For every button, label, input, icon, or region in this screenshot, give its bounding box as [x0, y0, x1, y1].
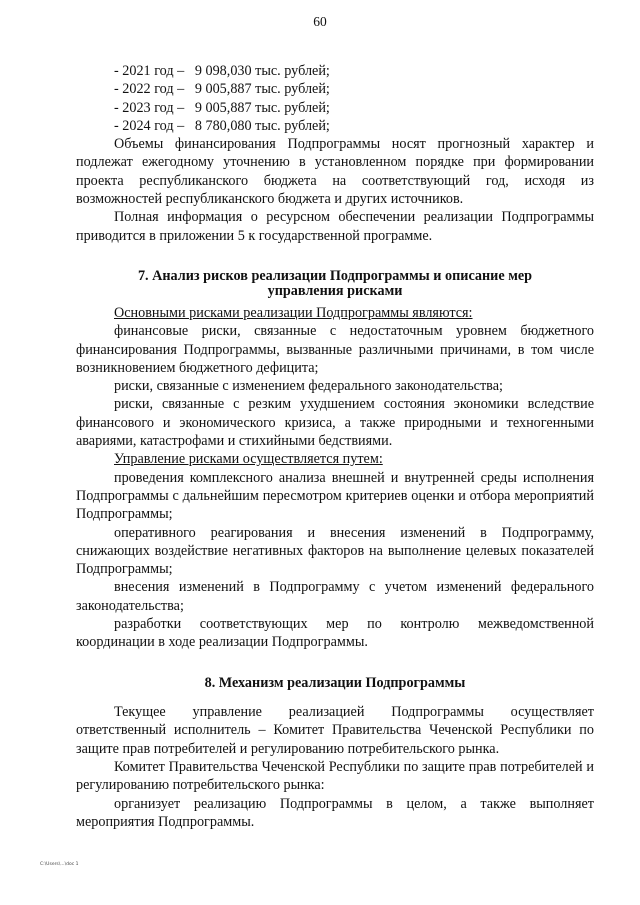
main-risks-title-text: Основными рисками реализации Подпрограммы являются: [114, 304, 473, 321]
funding-line-2022 [76, 80, 594, 98]
forecast-paragraph: Объемы финансирования Подпрограммы носят прогнозный характер и подлежат ежегодному уточнению в установленном порядке при формировании проекта республиканского бюджета на соответствующий год, исходя из возможностей республиканского бюджета и других источников. [76, 136, 594, 208]
document-body [76, 62, 594, 831]
funding-year: - 2022 год – [114, 81, 185, 98]
measure-item: внесения изменений в Подпрограмму с учетом изменений федерального законодательства; [76, 579, 594, 614]
mechanism-paragraph: Комитет Правительства Чеченской Республики по защите прав потребителей и регулированию потребительского рынка: [76, 759, 594, 794]
mechanism-paragraph: организует реализацию Подпрограммы в целом, а также выполняет мероприятия Подпрограммы. [76, 795, 594, 830]
mechanism-paragraph: Текущее управление реализацией Подпрограммы осуществляет ответственный исполнитель – Комитет Правительства Чеченской Республики по защите прав потребителей и регулированию потребительского рынка. [76, 704, 594, 757]
risk-item: риски, связанные с изменением федерального законодательства; [114, 378, 503, 395]
section-7-heading: 7. Анализ рисков реализации Подпрограммы и описание мер управления рисками [137, 267, 533, 300]
funding-line-2021 [76, 62, 594, 80]
funding-year: - 2023 год – [114, 99, 185, 116]
management-title-text: Управление рисками осуществляется путем: [114, 451, 383, 468]
risk-item: риски, связанные с резким ухудшением состояния экономики вследствие финансового и экономического кризиса, а также природными и техногенными авариями, катастрофами и стихийными бедствиями. [76, 396, 594, 450]
page-number: 60 [313, 14, 327, 29]
measure-item: оперативного реагирования и внесения изменений в Подпрограмму, снижающих воздействие негативных факторов на выполнение целевых показателей Подпрограммы; [76, 524, 594, 578]
funding-amount: 8 780,080 тыс. рублей; [194, 117, 330, 134]
risk-item: финансовые риски, связанные с недостаточным уровнем бюджетного финансирования Подпрограммы, вызванные различными причинами, в том числе возникновением бюджетного дефицита; [76, 323, 594, 376]
funding-amount: 9 098,030 тыс. рублей; [194, 63, 330, 79]
section-8-heading: 8. Механизм реализации Подпрограммы [204, 674, 466, 691]
funding-line-2023 [76, 99, 594, 117]
funding-year: - 2024 год – [114, 117, 185, 134]
management-title [76, 450, 594, 468]
measure-item: разработки соответствующих мер по контролю межведомственной координации в ходе реализации Подпрограммы. [76, 616, 594, 651]
funding-line-2024 [76, 117, 594, 135]
funding-year: - 2021 год – [114, 63, 185, 79]
full-info-paragraph: Полная информация о ресурсном обеспечении реализации Подпрограммы приводится в приложении 5 к государственной программе. [76, 209, 594, 244]
main-risks-title [76, 304, 594, 322]
funding-amount: 9 005,887 тыс. рублей; [194, 81, 330, 98]
funding-amount: 9 005,887 тыс. рублей; [194, 99, 330, 116]
funding-list [76, 62, 594, 135]
measure-item: проведения комплексного анализа внешней и внутренней среды исполнения Подпрограммы с дальнейшим пересмотром критериев оценки и отбора мероприятий Подпрограммы; [76, 469, 594, 523]
footer-file-path: С:\Users\...\doc 1 [40, 862, 79, 867]
